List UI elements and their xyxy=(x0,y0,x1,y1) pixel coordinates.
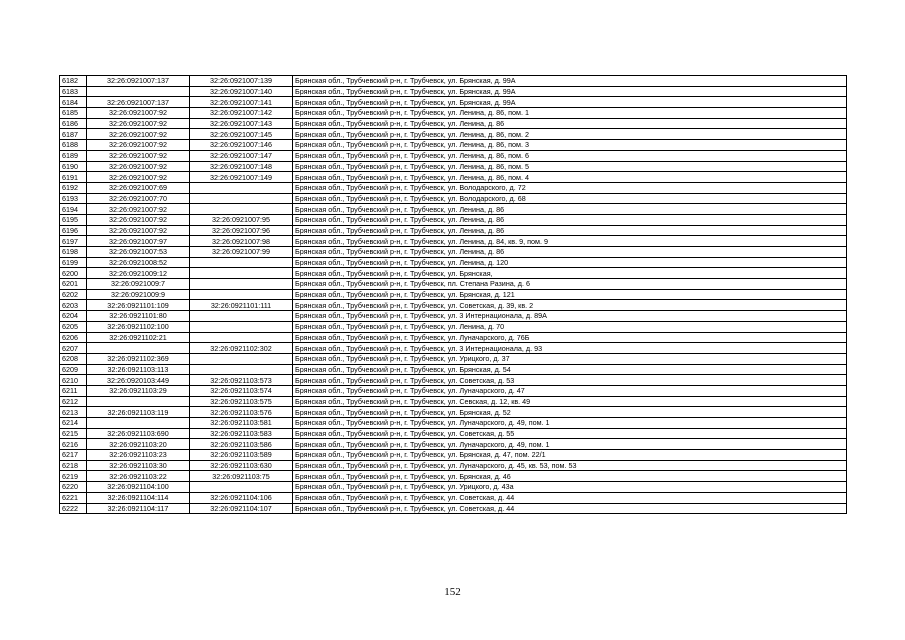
related-cadastral-number-cell: 32:26:0921007:142 xyxy=(190,108,293,119)
table-row xyxy=(60,450,847,461)
related-cadastral-number-cell: 32:26:0921103:573 xyxy=(190,375,293,386)
address-cell: Брянская обл., Трубчевский р-н, г. Трубчевск, ул. Володарского, д. 68 xyxy=(293,193,847,204)
row-number-cell: 6201 xyxy=(60,279,87,290)
address-cell: Брянская обл., Трубчевский р-н, г. Трубчевск, ул. Брянская, д. 54 xyxy=(293,364,847,375)
cadastral-number-cell: 32:26:0921103:29 xyxy=(87,385,190,396)
related-cadastral-number-cell xyxy=(190,268,293,279)
cadastral-number-cell: 32:26:0921007:70 xyxy=(87,193,190,204)
address-cell: Брянская обл., Трубчевский р-н, г. Трубчевск, ул. Советская, д. 55 xyxy=(293,428,847,439)
related-cadastral-number-cell xyxy=(190,289,293,300)
cadastral-number-cell: 32:26:0921007:53 xyxy=(87,247,190,258)
address-cell: Брянская обл., Трубчевский р-н, г. Трубчевск, ул. Ленина, д. 86, пом. 6 xyxy=(293,150,847,161)
row-number-cell: 6217 xyxy=(60,450,87,461)
related-cadastral-number-cell: 32:26:0921103:576 xyxy=(190,407,293,418)
table-row xyxy=(60,247,847,258)
related-cadastral-number-cell: 32:26:0921007:95 xyxy=(190,214,293,225)
related-cadastral-number-cell: 32:26:0921007:139 xyxy=(190,76,293,87)
cadastral-number-cell: 32:26:0921103:23 xyxy=(87,450,190,461)
row-number-cell: 6190 xyxy=(60,161,87,172)
row-number-cell: 6219 xyxy=(60,471,87,482)
related-cadastral-number-cell xyxy=(190,332,293,343)
row-number-cell: 6186 xyxy=(60,118,87,129)
address-cell: Брянская обл., Трубчевский р-н, г. Трубчевск, пл. Степана Разина, д. 6 xyxy=(293,279,847,290)
row-number-cell: 6213 xyxy=(60,407,87,418)
cadastral-number-cell: 32:26:0921009:9 xyxy=(87,289,190,300)
address-cell: Брянская обл., Трубчевский р-н, г. Трубчевск, ул. Луначарского, д. 45, кв. 53, пом. 53 xyxy=(293,460,847,471)
address-cell: Брянская обл., Трубчевский р-н, г. Трубчевск, ул. Ленина, д. 86, пом. 4 xyxy=(293,172,847,183)
row-number-cell: 6204 xyxy=(60,311,87,322)
related-cadastral-number-cell: 32:26:0921103:589 xyxy=(190,450,293,461)
cadastral-number-cell: 32:26:0921102:369 xyxy=(87,353,190,364)
row-number-cell: 6191 xyxy=(60,172,87,183)
address-cell: Брянская обл., Трубчевский р-н, г. Трубчевск, ул. Володарского, д. 72 xyxy=(293,182,847,193)
table-row xyxy=(60,385,847,396)
address-cell: Брянская обл., Трубчевский р-н, г. Трубчевск, ул. Советская, д. 53 xyxy=(293,375,847,386)
cadastral-number-cell: 32:26:0921009:12 xyxy=(87,268,190,279)
row-number-cell: 6192 xyxy=(60,182,87,193)
related-cadastral-number-cell: 32:26:0921101:111 xyxy=(190,300,293,311)
row-number-cell: 6194 xyxy=(60,204,87,215)
related-cadastral-number-cell: 32:26:0921103:630 xyxy=(190,460,293,471)
related-cadastral-number-cell: 32:26:0921007:149 xyxy=(190,172,293,183)
table-row xyxy=(60,118,847,129)
address-cell: Брянская обл., Трубчевский р-н, г. Трубчевск, ул. Брянская, xyxy=(293,268,847,279)
table-row xyxy=(60,279,847,290)
table-row xyxy=(60,161,847,172)
address-cell: Брянская обл., Трубчевский р-н, г. Трубчевск, ул. Ленина, д. 86 xyxy=(293,225,847,236)
table-row xyxy=(60,172,847,183)
cadastral-number-cell: 32:26:0921103:22 xyxy=(87,471,190,482)
address-cell: Брянская обл., Трубчевский р-н, г. Трубчевск, ул. Ленина, д. 86, пом. 3 xyxy=(293,140,847,151)
address-cell: Брянская обл., Трубчевский р-н, г. Трубчевск, ул. Брянская, д. 99А xyxy=(293,97,847,108)
table-row xyxy=(60,460,847,471)
related-cadastral-number-cell xyxy=(190,182,293,193)
cadastral-number-cell: 32:26:0921103:20 xyxy=(87,439,190,450)
address-cell: Брянская обл., Трубчевский р-н, г. Трубчевск, ул. Советская, д. 44 xyxy=(293,503,847,514)
related-cadastral-number-cell: 32:26:0921103:586 xyxy=(190,439,293,450)
related-cadastral-number-cell: 32:26:0921103:581 xyxy=(190,418,293,429)
cadastral-number-cell: 32:26:0921007:69 xyxy=(87,182,190,193)
cadastral-number-cell xyxy=(87,86,190,97)
row-number-cell: 6203 xyxy=(60,300,87,311)
cadastral-number-cell: 32:26:0921007:92 xyxy=(87,140,190,151)
table-row xyxy=(60,375,847,386)
cadastral-number-cell: 32:26:0921104:100 xyxy=(87,482,190,493)
address-cell: Брянская обл., Трубчевский р-н, г. Трубчевск, ул. Ленина, д. 86, пом. 5 xyxy=(293,161,847,172)
related-cadastral-number-cell xyxy=(190,321,293,332)
related-cadastral-number-cell xyxy=(190,257,293,268)
row-number-cell: 6185 xyxy=(60,108,87,119)
related-cadastral-number-cell xyxy=(190,311,293,322)
address-cell: Брянская обл., Трубчевский р-н, г. Трубчевск, ул. Брянская, д. 121 xyxy=(293,289,847,300)
row-number-cell: 6214 xyxy=(60,418,87,429)
address-cell: Брянская обл., Трубчевский р-н, г. Трубчевск, ул. Брянская, д. 46 xyxy=(293,471,847,482)
table-row xyxy=(60,182,847,193)
related-cadastral-number-cell: 32:26:0921103:75 xyxy=(190,471,293,482)
cadastral-number-cell: 32:26:0921104:117 xyxy=(87,503,190,514)
registry-table xyxy=(59,75,847,514)
cadastral-number-cell: 32:26:0921007:92 xyxy=(87,214,190,225)
table-row xyxy=(60,289,847,300)
table-row xyxy=(60,396,847,407)
table-row xyxy=(60,428,847,439)
address-cell: Брянская обл., Трубчевский р-н, г. Трубчевск, ул. Урицкого, д. 37 xyxy=(293,353,847,364)
row-number-cell: 6196 xyxy=(60,225,87,236)
cadastral-number-cell: 32:26:0921007:137 xyxy=(87,76,190,87)
address-cell: Брянская обл., Трубчевский р-н, г. Трубчевск, ул. Луначарского, д. 49, пом. 1 xyxy=(293,418,847,429)
row-number-cell: 6183 xyxy=(60,86,87,97)
cadastral-number-cell: 32:26:0921007:92 xyxy=(87,108,190,119)
cadastral-number-cell: 32:26:0921101:80 xyxy=(87,311,190,322)
row-number-cell: 6199 xyxy=(60,257,87,268)
row-number-cell: 6187 xyxy=(60,129,87,140)
row-number-cell: 6207 xyxy=(60,343,87,354)
related-cadastral-number-cell: 32:26:0921007:146 xyxy=(190,140,293,151)
row-number-cell: 6218 xyxy=(60,460,87,471)
cadastral-number-cell: 32:26:0921007:92 xyxy=(87,204,190,215)
related-cadastral-number-cell xyxy=(190,353,293,364)
table-row xyxy=(60,321,847,332)
related-cadastral-number-cell: 32:26:0921007:96 xyxy=(190,225,293,236)
related-cadastral-number-cell: 32:26:0921007:98 xyxy=(190,236,293,247)
address-cell: Брянская обл., Трубчевский р-н, г. Трубчевск, ул. Ленина, д. 86 xyxy=(293,204,847,215)
row-number-cell: 6184 xyxy=(60,97,87,108)
cadastral-number-cell: 32:26:0921009:7 xyxy=(87,279,190,290)
related-cadastral-number-cell xyxy=(190,204,293,215)
row-number-cell: 6200 xyxy=(60,268,87,279)
table-row xyxy=(60,343,847,354)
cadastral-number-cell xyxy=(87,418,190,429)
cadastral-number-cell: 32:26:0921007:92 xyxy=(87,129,190,140)
cadastral-number-cell: 32:26:0921007:97 xyxy=(87,236,190,247)
cadastral-number-cell: 32:26:0921008:52 xyxy=(87,257,190,268)
table-row xyxy=(60,236,847,247)
address-cell: Брянская обл., Трубчевский р-н, г. Трубчевск, ул. Ленина, д. 86, пом. 1 xyxy=(293,108,847,119)
cadastral-number-cell: 32:26:0921103:113 xyxy=(87,364,190,375)
row-number-cell: 6208 xyxy=(60,353,87,364)
table-row xyxy=(60,492,847,503)
related-cadastral-number-cell: 32:26:0921007:140 xyxy=(190,86,293,97)
cadastral-number-cell: 32:26:0921104:114 xyxy=(87,492,190,503)
related-cadastral-number-cell: 32:26:0921007:145 xyxy=(190,129,293,140)
cadastral-number-cell: 32:26:0921007:92 xyxy=(87,161,190,172)
address-cell: Брянская обл., Трубчевский р-н, г. Трубчевск, ул. Ленина, д. 84, кв. 9, пом. 9 xyxy=(293,236,847,247)
table-row xyxy=(60,311,847,322)
cadastral-number-cell: 32:26:0921007:137 xyxy=(87,97,190,108)
row-number-cell: 6197 xyxy=(60,236,87,247)
address-cell: Брянская обл., Трубчевский р-н, г. Трубчевск, ул. 3 Интернационала, д. 89А xyxy=(293,311,847,322)
row-number-cell: 6205 xyxy=(60,321,87,332)
registry-table-body xyxy=(60,76,847,514)
address-cell: Брянская обл., Трубчевский р-н, г. Трубчевск, ул. Ленина, д. 86 xyxy=(293,118,847,129)
table-row xyxy=(60,471,847,482)
page-number: 152 xyxy=(444,586,461,598)
related-cadastral-number-cell xyxy=(190,364,293,375)
row-number-cell: 6189 xyxy=(60,150,87,161)
row-number-cell: 6212 xyxy=(60,396,87,407)
cadastral-number-cell: 32:26:0921102:100 xyxy=(87,321,190,332)
related-cadastral-number-cell: 32:26:0921102:302 xyxy=(190,343,293,354)
table-row xyxy=(60,97,847,108)
cadastral-number-cell: 32:26:0921103:119 xyxy=(87,407,190,418)
address-cell: Брянская обл., Трубчевский р-н, г. Трубчевск, ул. Луначарского, д. 49, пом. 1 xyxy=(293,439,847,450)
address-cell: Брянская обл., Трубчевский р-н, г. Трубчевск, ул. Луначарского, д. 76Б xyxy=(293,332,847,343)
related-cadastral-number-cell: 32:26:0921104:107 xyxy=(190,503,293,514)
table-row xyxy=(60,214,847,225)
table-row xyxy=(60,129,847,140)
row-number-cell: 6206 xyxy=(60,332,87,343)
related-cadastral-number-cell xyxy=(190,279,293,290)
cadastral-number-cell: 32:26:0921007:92 xyxy=(87,150,190,161)
related-cadastral-number-cell: 32:26:0921104:106 xyxy=(190,492,293,503)
row-number-cell: 6195 xyxy=(60,214,87,225)
row-number-cell: 6193 xyxy=(60,193,87,204)
related-cadastral-number-cell: 32:26:0921007:99 xyxy=(190,247,293,258)
row-number-cell: 6188 xyxy=(60,140,87,151)
related-cadastral-number-cell: 32:26:0921007:147 xyxy=(190,150,293,161)
related-cadastral-number-cell: 32:26:0921007:143 xyxy=(190,118,293,129)
row-number-cell: 6220 xyxy=(60,482,87,493)
address-cell: Брянская обл., Трубчевский р-н, г. Трубчевск, ул. Брянская, д. 47, пом. 22/1 xyxy=(293,450,847,461)
table-row xyxy=(60,193,847,204)
row-number-cell: 6182 xyxy=(60,76,87,87)
related-cadastral-number-cell: 32:26:0921103:575 xyxy=(190,396,293,407)
row-number-cell: 6198 xyxy=(60,247,87,258)
row-number-cell: 6209 xyxy=(60,364,87,375)
row-number-cell: 6211 xyxy=(60,385,87,396)
cadastral-number-cell: 32:26:0921007:92 xyxy=(87,118,190,129)
table-row xyxy=(60,482,847,493)
cadastral-number-cell xyxy=(87,343,190,354)
related-cadastral-number-cell: 32:26:0921103:583 xyxy=(190,428,293,439)
related-cadastral-number-cell xyxy=(190,193,293,204)
cadastral-number-cell: 32:26:0920103:449 xyxy=(87,375,190,386)
row-number-cell: 6216 xyxy=(60,439,87,450)
address-cell: Брянская обл., Трубчевский р-н, г. Трубчевск, ул. Севская, д. 12, кв. 49 xyxy=(293,396,847,407)
cadastral-number-cell: 32:26:0921007:92 xyxy=(87,225,190,236)
cadastral-number-cell: 32:26:0921007:92 xyxy=(87,172,190,183)
table-row xyxy=(60,86,847,97)
table-row xyxy=(60,140,847,151)
table-row xyxy=(60,225,847,236)
table-row xyxy=(60,418,847,429)
address-cell: Брянская обл., Трубчевский р-н, г. Трубчевск, ул. Брянская, д. 99А xyxy=(293,86,847,97)
address-cell: Брянская обл., Трубчевский р-н, г. Трубчевск, ул. 3 Интернационала, д. 93 xyxy=(293,343,847,354)
address-cell: Брянская обл., Трубчевский р-н, г. Трубчевск, ул. Советская, д. 39, кв. 2 xyxy=(293,300,847,311)
cadastral-number-cell: 32:26:0921103:690 xyxy=(87,428,190,439)
table-row xyxy=(60,332,847,343)
address-cell: Брянская обл., Трубчевский р-н, г. Трубчевск, ул. Ленина, д. 86, пом. 2 xyxy=(293,129,847,140)
related-cadastral-number-cell xyxy=(190,482,293,493)
table-row xyxy=(60,76,847,87)
cadastral-number-cell: 32:26:0921102:21 xyxy=(87,332,190,343)
cadastral-number-cell xyxy=(87,396,190,407)
address-cell: Брянская обл., Трубчевский р-н, г. Трубчевск, ул. Урицкого, д. 43а xyxy=(293,482,847,493)
row-number-cell: 6222 xyxy=(60,503,87,514)
address-cell: Брянская обл., Трубчевский р-н, г. Трубчевск, ул. Ленина, д. 120 xyxy=(293,257,847,268)
related-cadastral-number-cell: 32:26:0921103:574 xyxy=(190,385,293,396)
row-number-cell: 6215 xyxy=(60,428,87,439)
table-row xyxy=(60,353,847,364)
table-row xyxy=(60,439,847,450)
address-cell: Брянская обл., Трубчевский р-н, г. Трубчевск, ул. Луначарского, д. 47 xyxy=(293,385,847,396)
table-row xyxy=(60,108,847,119)
row-number-cell: 6202 xyxy=(60,289,87,300)
table-row xyxy=(60,300,847,311)
table-row xyxy=(60,150,847,161)
table-row xyxy=(60,257,847,268)
related-cadastral-number-cell: 32:26:0921007:148 xyxy=(190,161,293,172)
address-cell: Брянская обл., Трубчевский р-н, г. Трубчевск, ул. Брянская, д. 52 xyxy=(293,407,847,418)
cadastral-number-cell: 32:26:0921103:30 xyxy=(87,460,190,471)
address-cell: Брянская обл., Трубчевский р-н, г. Трубчевск, ул. Ленина, д. 86 xyxy=(293,214,847,225)
related-cadastral-number-cell: 32:26:0921007:141 xyxy=(190,97,293,108)
table-row xyxy=(60,364,847,375)
table-row xyxy=(60,503,847,514)
table-row xyxy=(60,407,847,418)
table-row xyxy=(60,268,847,279)
address-cell: Брянская обл., Трубчевский р-н, г. Трубчевск, ул. Ленина, д. 86 xyxy=(293,247,847,258)
address-cell: Брянская обл., Трубчевский р-н, г. Трубчевск, ул. Ленина, д. 70 xyxy=(293,321,847,332)
cadastral-number-cell: 32:26:0921101:109 xyxy=(87,300,190,311)
address-cell: Брянская обл., Трубчевский р-н, г. Трубчевск, ул. Советская, д. 44 xyxy=(293,492,847,503)
address-cell: Брянская обл., Трубчевский р-н, г. Трубчевск, ул. Брянская, д. 99А xyxy=(293,76,847,87)
row-number-cell: 6210 xyxy=(60,375,87,386)
row-number-cell: 6221 xyxy=(60,492,87,503)
table-row xyxy=(60,204,847,215)
